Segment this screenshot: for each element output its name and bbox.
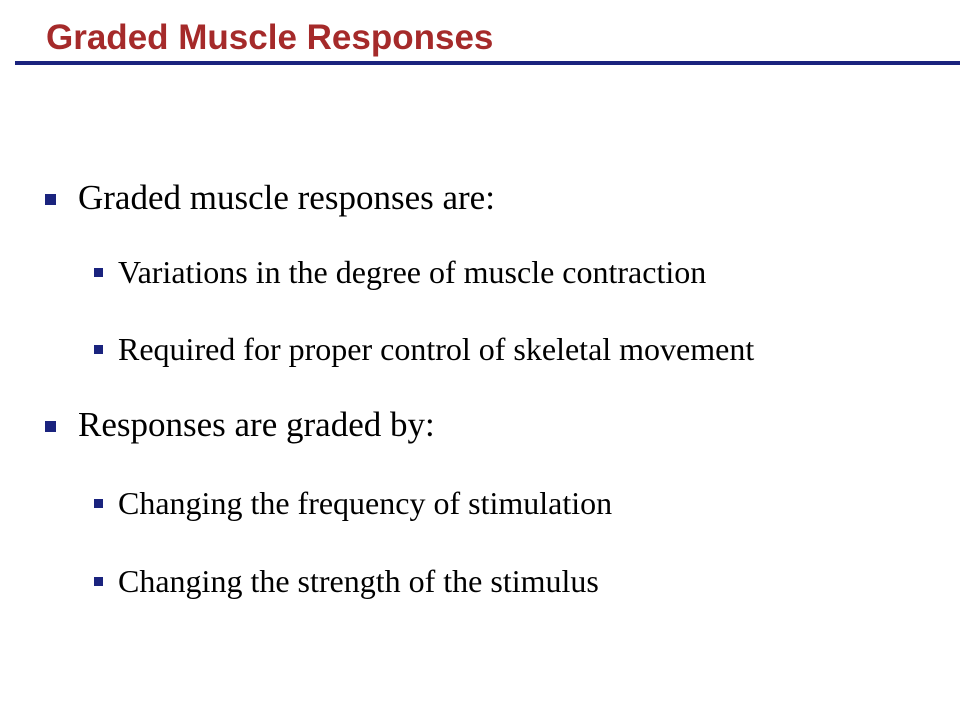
sub-bullet-text: Changing the strength of the stimulus: [118, 563, 599, 599]
bullet-text: Responses are graded by:: [78, 405, 435, 444]
sub-bullet-item: [118, 562, 599, 600]
sub-bullet-text: Changing the frequency of stimulation: [118, 485, 613, 521]
sub-bullet-item: [118, 330, 754, 368]
sub-bullet-item: [118, 253, 706, 291]
bullet-item: [78, 405, 435, 445]
square-bullet-icon: [45, 421, 56, 432]
sub-bullet-item: [118, 484, 612, 522]
title-underline: [15, 61, 960, 65]
bullet-item: [78, 178, 495, 218]
sub-bullet-text: Variations in the degree of muscle contraction: [118, 254, 707, 290]
slide-title: Graded Muscle Responses: [46, 18, 494, 57]
square-bullet-icon: [94, 345, 103, 354]
square-bullet-icon: [94, 268, 103, 277]
square-bullet-icon: [94, 499, 103, 508]
bullet-text: Graded muscle responses are:: [78, 178, 495, 217]
sub-bullet-text: Required for proper control of skeletal movement: [118, 331, 755, 367]
square-bullet-icon: [45, 194, 56, 205]
square-bullet-icon: [94, 577, 103, 586]
